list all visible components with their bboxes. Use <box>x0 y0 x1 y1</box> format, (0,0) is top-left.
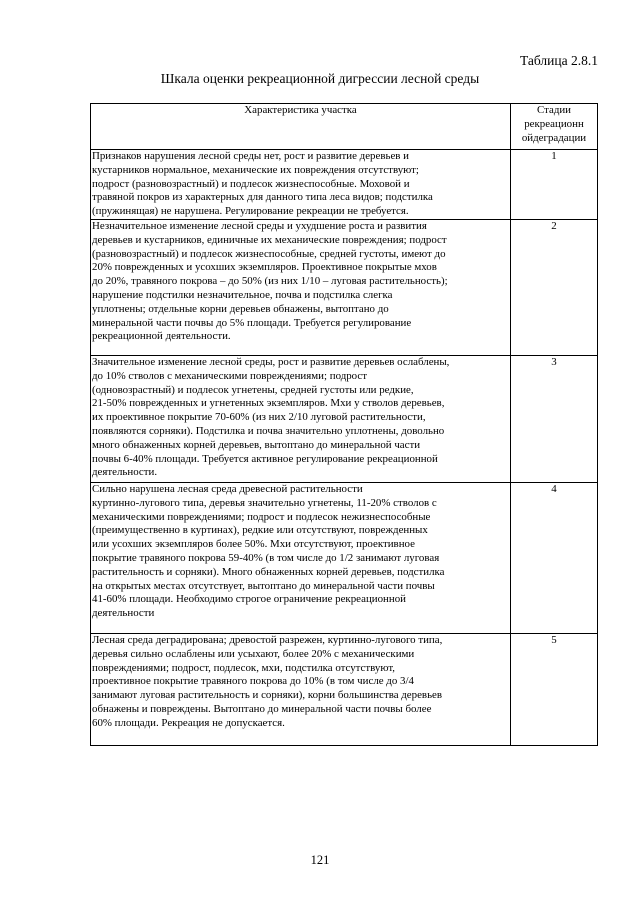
page-number: 121 <box>310 853 330 867</box>
table-header-row <box>91 104 598 150</box>
row-stage: 1 <box>511 150 598 220</box>
column-header-stage: Стадии рекреационн ойдеградации <box>511 104 598 150</box>
row-description: Значительное изменение лесной среды, рост и развитие деревьев ослаблены, до 10% стволов с механическими повреждениями; подрост (одновозрастный) и подлесок угнетены, средней густоты или редкие, 21-50% поврежденных и угнетенных экземпляров. Мхи у стволов деревьев, их проективное покрытие 70-60% (из них 2/10 луговой растительности, появляются сорняки). Подстилка и почва значительно уплотнены, довольно много обнаженных корней деревьев, вытоптано до минеральной части почвы 6-40% площади. Требуется активное регулирование рекреационной деятельности. <box>91 355 511 482</box>
row-stage: 3 <box>511 355 598 482</box>
row-description: Сильно нарушена лесная среда древесной растительности куртинно-лугового типа, деревья значительно угнетены, 11-20% стволов с механическими повреждениями; подрост и подлесок нежизнеспособные (преимущественно в куртинах), редкие или отсутствуют, поврежденных или усохших экземпляров более 50%. Мхи отсутствуют, проективное покрытие травяного покрова 59-40% (в том числе до 1/2 занимают луговая растительность и сорняки). Много обнаженных корней деревьев, подстилка на открытых местах отсутствует, вытоптано до минеральной части почвы 41-60% площади. Необходимо строгое ограничение рекреационной деятельности <box>91 482 511 633</box>
row-description: Незначительное изменение лесной среды и ухудшение роста и развития деревьев и кустарников, единичные их механические повреждения; подрост (разновозрастный) и подлесок жизнеспособные, средней густоты, имеют до 20% поврежденных и усохших экземпляров. Проективное покрытые мхов до 20%, травяного покрова – до 50% (из них 1/10 – луговая растительность); нарушение подстилки незначительное, почва и подстилка слегка уплотнены; отдельные корни деревьев обнажены, вытоптано до минеральной части почвы до 5% площади. Требуется регулирование рекреационной деятельности. <box>91 219 511 355</box>
row-stage: 4 <box>511 482 598 633</box>
row-stage: 5 <box>511 633 598 745</box>
degradation-scale-table <box>90 103 598 746</box>
table-row <box>91 355 598 482</box>
column-header-characteristic: Характеристика участка <box>91 104 511 150</box>
table-row <box>91 633 598 745</box>
row-stage: 2 <box>511 219 598 355</box>
table-row <box>91 219 598 355</box>
page-title: Шкала оценки рекреационной дигрессии лесной среды <box>160 71 480 86</box>
row-description: Лесная среда деградирована; древостой разрежен, куртинно-лугового типа, деревья сильно ослаблены или усыхают, более 20% с механическими повреждениями; подрост, подлесок, мхи, подстилка отсутствуют, проективное покрытие травяного покрова до 10% (в том числе до 3/4 занимают луговая растительность и сорняки), корни большинства деревьев обнажены и повреждены. Вытоптано до минеральной части почвы более 60% площади. Рекреация не допускается. <box>91 633 511 745</box>
table-row <box>91 482 598 633</box>
row-description: Признаков нарушения лесной среды нет, рост и развитие деревьев и кустарников нормальное, механические их повреждения отсутствуют; подрост (разновозрастный) и подлесок жизнеспособные. Моховой и травяной покров из характерных для данного типа леса видов; подстилка (пружинящая) не нарушена. Регулирование рекреации не требуется. <box>91 150 511 220</box>
table-label: Таблица 2.8.1 <box>520 53 598 68</box>
table-row <box>91 150 598 220</box>
